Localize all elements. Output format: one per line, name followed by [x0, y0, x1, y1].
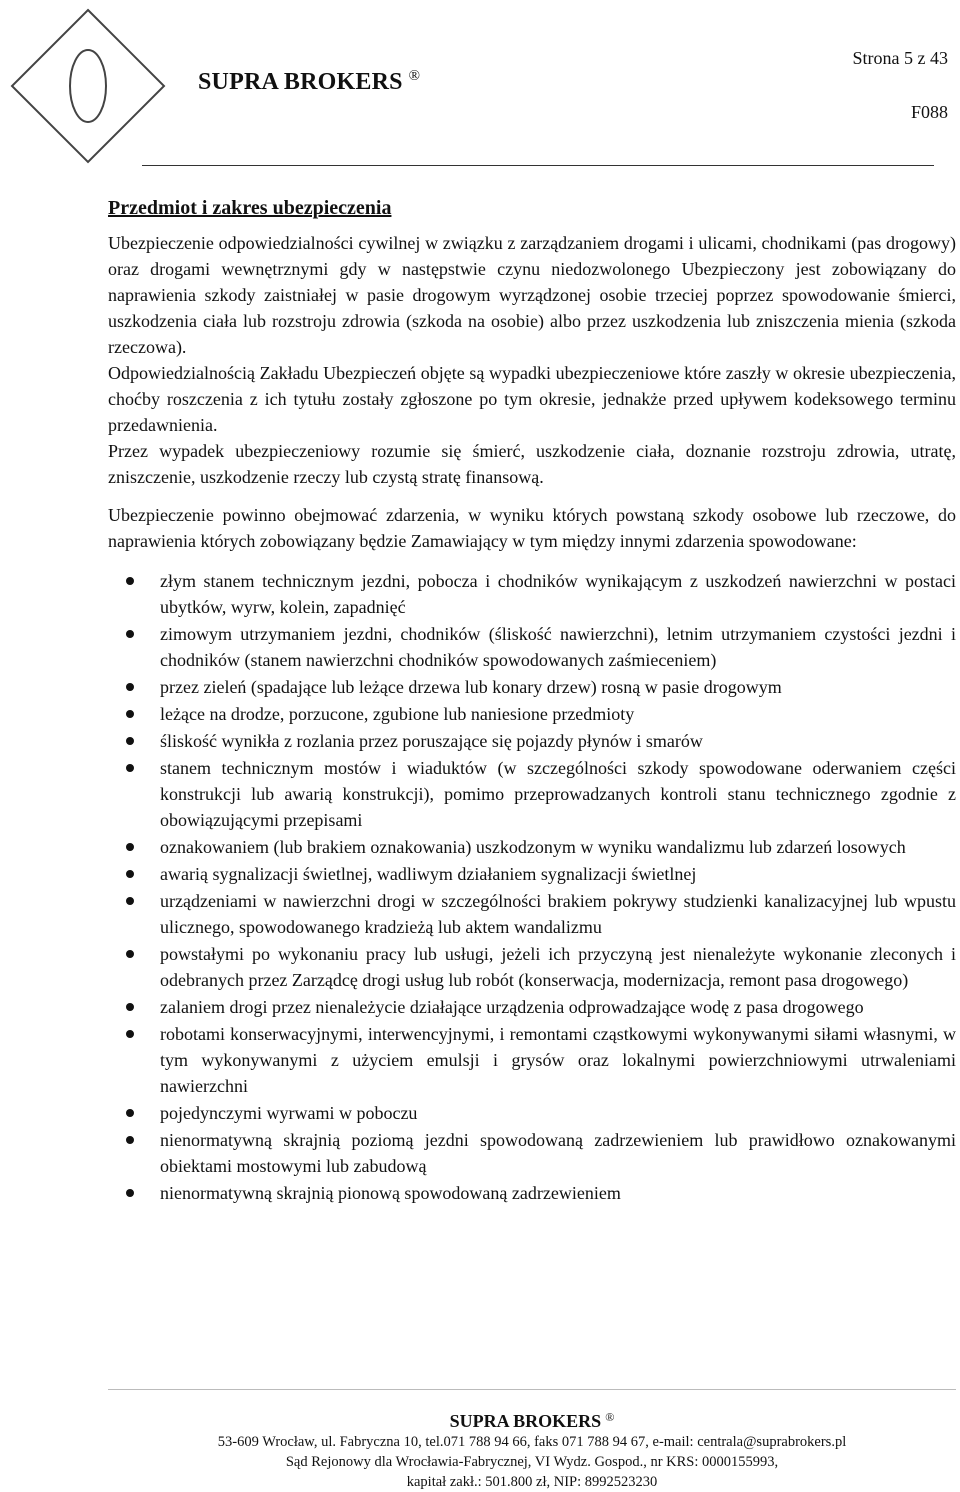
bullet-icon: [126, 1136, 134, 1144]
paragraph: Odpowiedzialnością Zakładu Ubezpieczeń objęte są wypadki ubezpieczeniowe które zaszły w okresie ubezpieczenia, choćby roszczenia z ich tytułu zostały zgłoszone po tym okresie, jednakże przed upływem kodeksowego terminu przedawnienia.: [108, 363, 956, 435]
list-item: [108, 701, 956, 727]
footer-capital: kapitał zakł.: 501.800 zł, NIP: 8992523230: [406, 1474, 658, 1490]
bullet-icon: [126, 1030, 134, 1038]
footer-registry: Sąd Rejonowy dla Wrocławia-Fabrycznej, VI Wydz. Gospod., nr KRS: 0000155993,: [285, 1454, 779, 1470]
list-item-text: pojedynczymi wyrwami w poboczu: [160, 1103, 418, 1123]
bullet-list: [108, 568, 956, 1206]
list-item: [108, 621, 956, 673]
bullet-icon: [126, 630, 134, 638]
list-item-text: przez zieleń (spadające lub leżące drzewa lub konary drzew) rosną w pasie drogowym: [160, 677, 782, 697]
section-title: Przedmiot i zakres ubezpieczenia: [108, 197, 392, 219]
list-item: [108, 568, 956, 620]
list-item: [108, 1127, 956, 1179]
footer-brand: SUPRA BROKERS ®: [449, 1410, 615, 1431]
list-item: [108, 1100, 956, 1126]
header-divider: [142, 165, 934, 166]
page-number: Strona 5 z 43: [852, 48, 948, 68]
page-footer: [0, 1406, 960, 1492]
list-item-text: stanem technicznym mostów i wiaduktów (w szczególności szkody spowodowane oderwaniem części konstrukcji lub awarią konstrukcji), pomimo przeprowadzanych kontroli stanu technicznego zgodnie z obowiązującymi przepisami: [160, 758, 956, 830]
list-item-text: oznakowaniem (lub brakiem oznakowania) uszkodzonym w wyniku wandalizmu lub zdarzeń losowych: [160, 837, 906, 857]
list-item: [108, 861, 956, 887]
list-item: [108, 941, 956, 993]
bullet-icon: [126, 1189, 134, 1197]
bullet-icon: [126, 710, 134, 718]
list-item-text: zimowym utrzymaniem jezdni, chodników (śliskość nawierzchni), letnim utrzymaniem czystości jezdni i chodników (stanem nawierzchni chodników spowodowanych zaśmieceniem): [160, 624, 956, 670]
list-item-text: awarią sygnalizacji świetlnej, wadliwym działaniem sygnalizacji świetlnej: [160, 864, 697, 884]
footer-address: 53-609 Wrocław, ul. Fabryczna 10, tel.071 788 94 66, faks 071 788 94 67, e-mail: centrala@suprabrokers.pl: [217, 1434, 847, 1450]
list-item-text: leżące na drodze, porzucone, zgubione lub naniesione przedmioty: [160, 704, 635, 724]
bullet-icon: [126, 1003, 134, 1011]
main-content: [108, 194, 956, 1207]
bullet-icon: [126, 1109, 134, 1117]
list-item: [108, 755, 956, 833]
list-item-text: zalaniem drogi przez nienależycie działające urządzenia odprowadzające wodę z pasa drogowego: [160, 997, 864, 1017]
list-item-text: nienormatywną skrajnią poziomą jezdni spowodowaną zadrzewieniem lub prawidłowo oznakowanymi obiektami mostowymi lub zabudową: [160, 1130, 956, 1176]
list-item-text: śliskość wynikła z rozlania przez poruszające się pojazdy płynów i smarów: [160, 731, 703, 751]
bullet-icon: [126, 843, 134, 851]
footer-divider: [108, 1389, 956, 1390]
list-item: [108, 728, 956, 754]
list-item-text: robotami konserwacyjnymi, interwencyjnymi, i remontami cząstkowymi wykonywanymi siłami własnymi, w tym wykonywanymi z użyciem emulsji i grysów oraz lokalnymi powierzchniowymi utrwaleniami nawierzchni: [160, 1024, 956, 1096]
list-item-text: nienormatywną skrajnią pionową spowodowaną zadrzewieniem: [160, 1183, 621, 1203]
bullet-icon: [126, 737, 134, 745]
list-item: [108, 834, 956, 860]
list-item-text: powstałymi po wykonaniu pracy lub usługi, jeżeli ich przyczyną jest nienależyte wykonanie zleconych i odebranych przez Zarządcę drogi usług lub robót (konserwacja, modernizacja, remont pasa drogowego): [160, 944, 956, 990]
list-item: [108, 1021, 956, 1099]
list-item-text: urządzeniami w nawierzchni drogi w szczególności brakiem pokrywy studzienki kanalizacyjnej lub wpustu ulicznego, spowodowanego kradzieżą lub aktem wandalizmu: [160, 891, 956, 937]
form-code: F088: [910, 102, 948, 122]
bullet-icon: [126, 950, 134, 958]
company-logo-icon: [8, 6, 168, 166]
paragraph: Ubezpieczenie powinno obejmować zdarzenia, w wyniku których powstaną szkody osobowe lub rzeczowe, do naprawienia których zobowiązany będzie Zamawiający w tym między innymi zdarzenia spowodowane:: [108, 505, 956, 551]
bullet-icon: [126, 897, 134, 905]
paragraph: Przez wypadek ubezpieczeniowy rozumie się śmierć, uszkodzenie ciała, doznanie rozstroju zdrowia, utratę, zniszczenie, uszkodzenie rzeczy lub czystą stratę finansową.: [108, 441, 956, 487]
list-item: [108, 888, 956, 940]
bullet-icon: [126, 764, 134, 772]
bullet-icon: [126, 683, 134, 691]
list-item: [108, 994, 956, 1020]
bullet-icon: [126, 870, 134, 878]
company-name: SUPRA BROKERS ®: [198, 68, 421, 95]
registered-mark: ®: [408, 68, 421, 84]
paragraph: Ubezpieczenie odpowiedzialności cywilnej w związku z zarządzaniem drogami i ulicami, chodnikami (pas drogowy) oraz drogami wewnętrznymi gdy w następstwie czynu niedozwolonego Ubezpieczony jest zobowiązany do naprawienia szkody zaistniałej w pasie drogowym wyrządzonej osobie trzeciej poprzez spowodowanie śmierci, uszkodzenia ciała lub rozstroju zdrowia (szkoda na osobie) albo przez uszkodzenia lub zniszczenia mienia (szkoda rzeczowa).: [108, 233, 956, 357]
list-item-text: złym stanem technicznym jezdni, pobocza i chodników wynikającym z uszkodzeń nawierzchni w postaci ubytków, wyrw, kolein, zapadnięć: [160, 571, 956, 617]
list-item: [108, 674, 956, 700]
bullet-icon: [126, 577, 134, 585]
registered-mark: ®: [605, 1410, 615, 1424]
list-item: [108, 1180, 956, 1206]
